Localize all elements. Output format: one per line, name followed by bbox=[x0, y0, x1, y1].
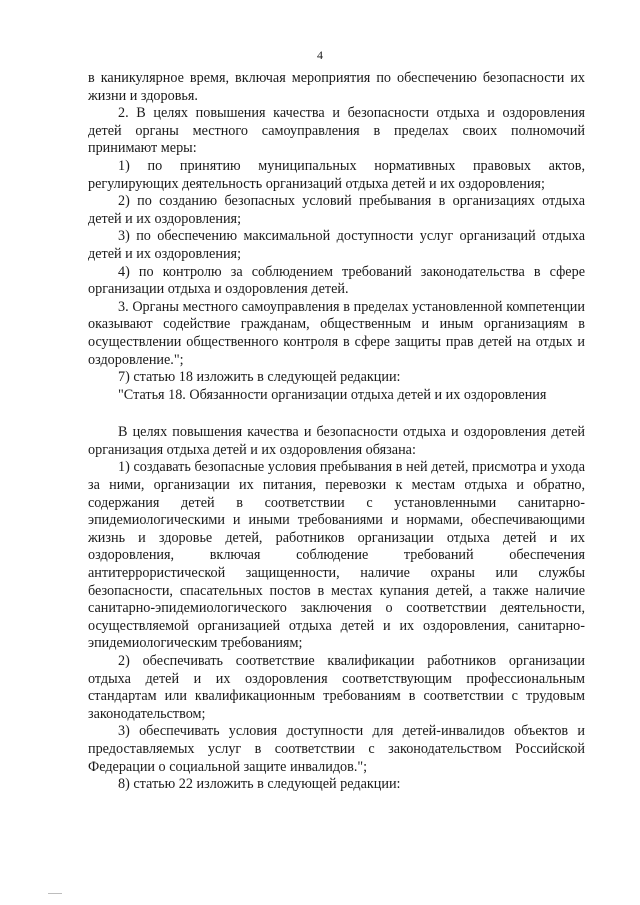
paragraph: "Статья 18. Обязанности организации отдыха детей и их оздоровления bbox=[118, 386, 547, 403]
paragraph: 2) по созданию безопасных условий пребывания в организациях отдыха детей и их оздоровления; bbox=[88, 193, 585, 227]
paragraph: в каникулярное время, включая мероприятия по обеспечению безопасности их жизни и здоровья. bbox=[88, 70, 585, 104]
paragraph: В целях повышения качества и безопасности отдыха и оздоровления детей организация отдыха детей и их оздоровления обязана: bbox=[88, 424, 585, 458]
paragraph: 3) по обеспечению максимальной доступности услуг организаций отдыха детей и их оздоровления; bbox=[88, 228, 585, 262]
paragraph: 3. Органы местного самоуправления в пределах установленной компетенции оказывают содействие гражданам, общественным и иным организациям в осуществлении общественного контроля в сфере защиты прав детей на отдых и оздоровление."; bbox=[88, 298, 585, 368]
paragraph: 7) статью 18 изложить в следующей редакции: bbox=[118, 369, 401, 386]
paragraph: 3) обеспечивать условия доступности для детей-инвалидов объектов и предоставляемых услуг в соответствии с законодательством Российской Федерации о социальной защите инвалидов."; bbox=[88, 723, 585, 775]
document-body bbox=[88, 70, 585, 794]
scan-artifact bbox=[48, 893, 62, 894]
page-number: 4 bbox=[317, 48, 323, 62]
paragraph: 8) статью 22 изложить в следующей редакции: bbox=[118, 776, 401, 793]
paragraph: 4) по контролю за соблюдением требований законодательства в сфере организации отдыха и оздоровления детей. bbox=[88, 263, 585, 298]
paragraph: 2. В целях повышения качества и безопасности отдыха и оздоровления детей органы местного самоуправления в пределах своих полномочий принимают меры: bbox=[88, 105, 585, 157]
paragraph: 1) по принятию муниципальных нормативных правовых актов, регулирующих деятельность организаций отдыха детей и их оздоровления; bbox=[88, 157, 585, 192]
paragraph: 2) обеспечивать соответствие квалификации работников организации отдыха детей и их оздоровления соответствующим профессиональным стандартам или квалификационным требованиям в соответствии с трудовым законодательством; bbox=[88, 653, 585, 722]
paragraph: 1) создавать безопасные условия пребывания в ней детей, присмотра и ухода за ними, организации их питания, перевозки к местам отдыха и обратно, содержания детей в соответствии с установленными санитарно-эпидемиологическими и иными требованиями и нормами, обеспечивающими жизнь и здоровье детей, работников организации отдыха детей и их оздоровления, включая соблюдение требований обеспечения антитеррористической защищенности, наличие охраны или службы безопасности, спасательных постов в местах купания детей, а также наличие санитарно-эпидемиологического заключения о соответствии деятельности, осуществляемой организацией отдыха детей и их оздоровления, санитарно-эпидемиологическим требованиям; bbox=[88, 459, 585, 652]
